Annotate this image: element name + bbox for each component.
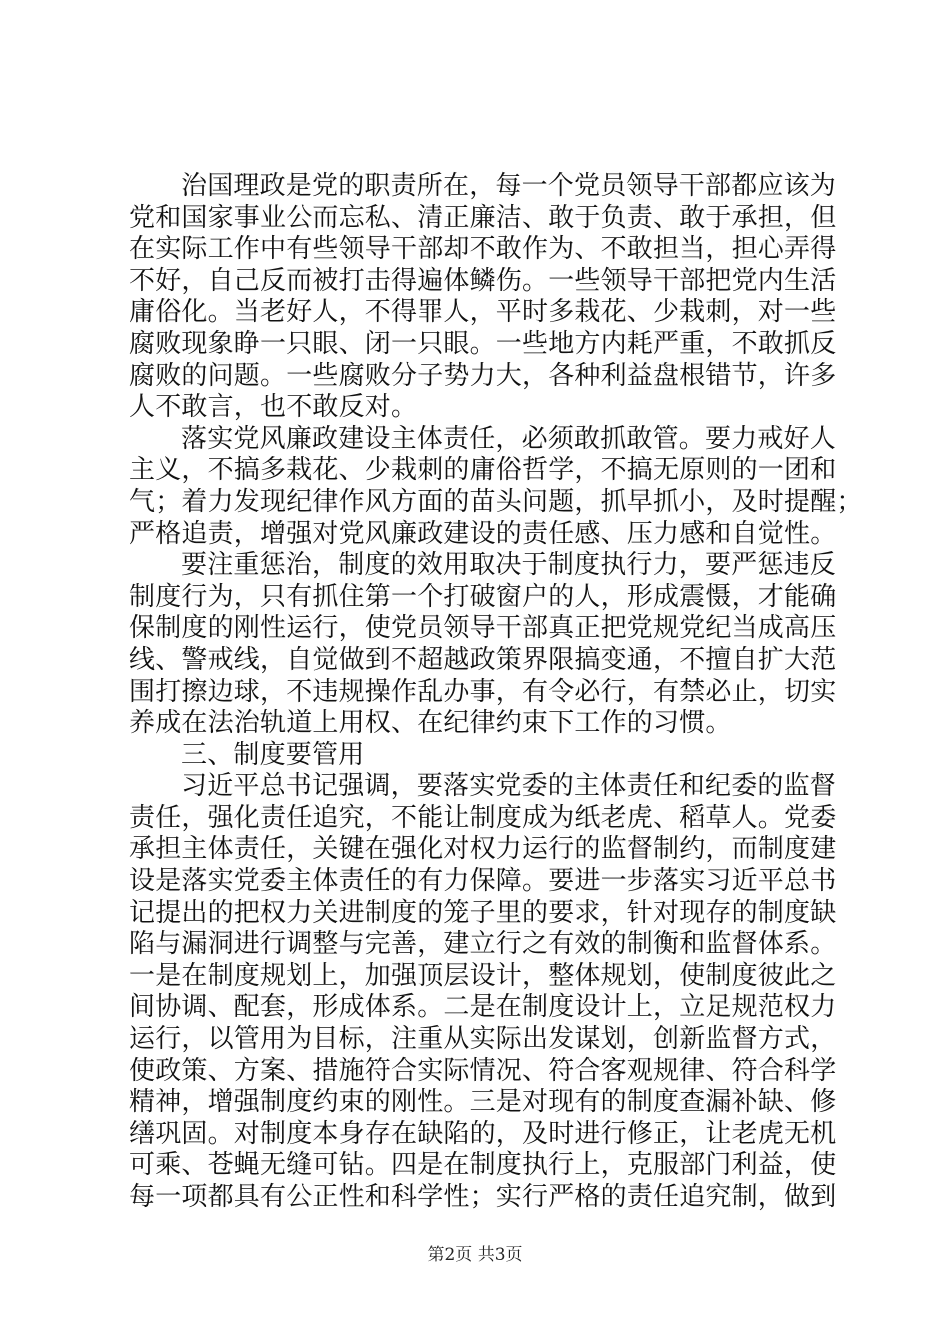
paragraph-line: 陷与漏洞进行调整与完善，建立行之有效的制衡和监督体系。 (129, 929, 837, 960)
paragraph-line: 运行，以管用为目标，注重从实际出发谋划，创新监督方式， (129, 1024, 837, 1055)
page-footer (0, 1244, 950, 1266)
paragraph-line: 治国理政是党的职责所在，每一个党员领导干部都应该为 (181, 171, 837, 201)
paragraph-line: 不好，自己反而被打击得遍体鳞伤。一些领导干部把党内生活 (129, 265, 837, 296)
paragraph-line: 养成在法治轨道上用权、在纪律约束下工作的习惯。 (129, 708, 732, 739)
paragraph-line: 记提出的把权力关进制度的笼子里的要求，针对现存的制度缺 (129, 897, 837, 928)
paragraph-line: 腐败的问题。一些腐败分子势力大，各种利益盘根错节，许多 (129, 360, 837, 391)
paragraph-line: 一是在制度规划上，加强顶层设计，整体规划，使制度彼此之 (129, 960, 837, 991)
paragraph-line: 线、警戒线，自觉做到不超越政策界限搞变通，不擅自扩大范 (129, 644, 837, 675)
paragraph-line: 气；着力发现纪律作风方面的苗头问题，抓早抓小，及时提醒； (129, 486, 863, 517)
paragraph-line: 要注重惩治，制度的效用取决于制度执行力，要严惩违反 (181, 550, 837, 581)
paragraph-line: 间协调、配套，形成体系。二是在制度设计上，立足规范权力 (129, 992, 837, 1023)
paragraph-line: 责任，强化责任追究，不能让制度成为纸老虎、稻草人。党委 (129, 802, 837, 833)
paragraph-line: 每一项都具有公正性和科学性；实行严格的责任追究制，做到 (129, 1182, 837, 1212)
paragraph-2 (129, 423, 863, 550)
document-body (129, 171, 863, 1214)
paragraph-line: 精神，增强制度约束的刚性。三是对现有的制度查漏补缺、修 (129, 1087, 837, 1118)
paragraph-line: 缮巩固。对制度本身存在缺陷的，及时进行修正，让老虎无机 (129, 1118, 837, 1149)
paragraph-line: 习近平总书记强调，要落实党委的主体责任和纪委的监督 (181, 771, 837, 802)
paragraph-line: 庸俗化。当老好人，不得罪人，平时多栽花、少栽刺，对一些 (129, 297, 837, 328)
paragraph-line: 围打擦边球，不违规操作乱办事，有令必行，有禁必止，切实 (129, 676, 837, 707)
paragraph-4 (129, 771, 837, 1213)
paragraph-line: 制度行为，只有抓住第一个打破窗户的人，形成震慑，才能确 (129, 581, 837, 612)
paragraph-line: 人不敢言，也不敢反对。 (129, 392, 418, 423)
section-heading-text: 三、制度要管用 (181, 739, 365, 770)
paragraph-line: 严格追责，增强对党风廉政建设的责任感、压力感和自觉性。 (129, 518, 837, 549)
paragraph-line: 党和国家事业公而忘私、清正廉洁、敢于负责、敢于承担，但 (129, 202, 837, 233)
paragraph-line: 腐败现象睁一只眼、闭一只眼。一些地方内耗严重，不敢抓反 (129, 328, 837, 359)
paragraph-3 (129, 550, 837, 740)
paragraph-line: 落实党风廉政建设主体责任，必须敢抓敢管。要力戒好人 (181, 423, 837, 454)
paragraph-line: 主义，不搞多栽花、少栽刺的庸俗哲学，不搞无原则的一团和 (129, 455, 837, 486)
paragraph-line: 使政策、方案、措施符合实际情况、符合客观规律、符合科学 (129, 1055, 837, 1086)
paragraph-line: 承担主体责任，关键在强化对权力运行的监督制约，而制度建 (129, 834, 837, 865)
paragraph-line: 保制度的刚性运行，使党员领导干部真正把党规党纪当成高压 (129, 613, 837, 644)
paragraph-line: 在实际工作中有些领导干部却不敢作为、不敢担当，担心弄得 (129, 234, 837, 265)
page-number-label: 第2页 共3页 (427, 1245, 523, 1265)
paragraph-1 (129, 171, 837, 424)
paragraph-line: 可乘、苍蝇无缝可钻。四是在制度执行上，克服部门利益，使 (129, 1150, 837, 1181)
paragraph-line: 设是落实党委主体责任的有力保障。要进一步落实习近平总书 (129, 866, 837, 897)
section-heading (129, 740, 831, 772)
